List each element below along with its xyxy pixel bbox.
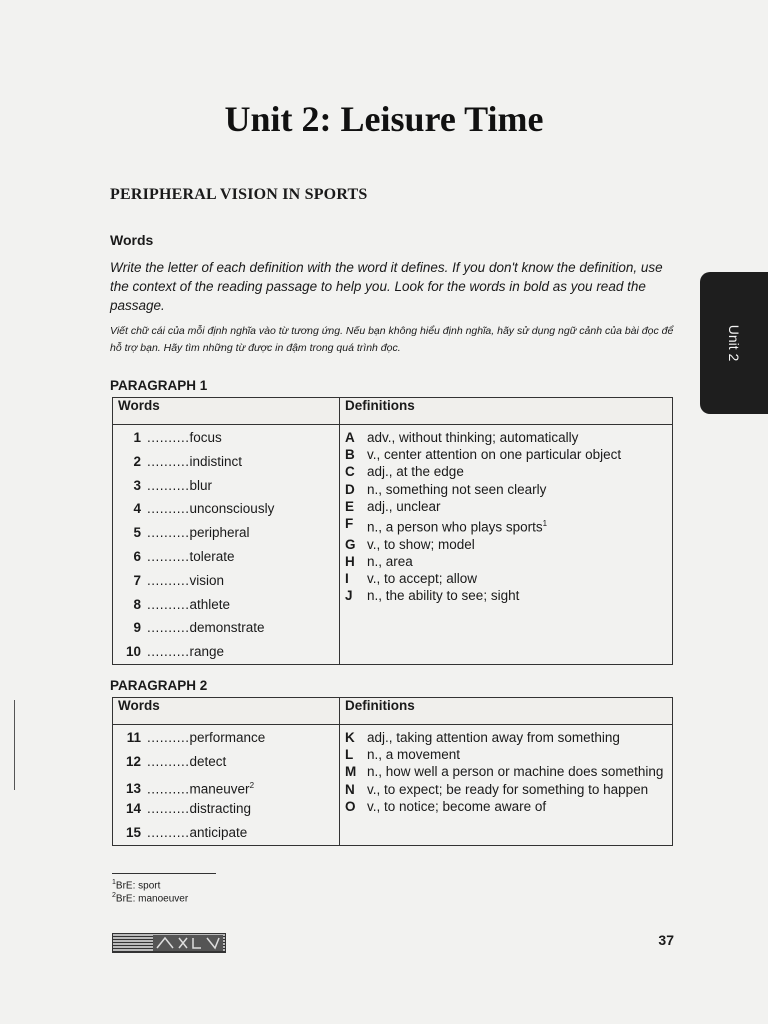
word-number: 4 [133, 501, 141, 517]
footnote-2 [112, 892, 188, 904]
footnote-marker: 1 [542, 519, 548, 529]
word-row [113, 426, 339, 450]
page-edge-line [14, 700, 15, 790]
definition-text: n., something not seen clearly [367, 481, 547, 497]
word-number: 15 [125, 825, 141, 841]
answer-blank: .......... [147, 501, 190, 517]
vocab-word: tolerate [189, 548, 235, 564]
vocab-word: blur [189, 477, 213, 493]
definition-letter: F [345, 516, 354, 532]
word-number: 8 [133, 596, 141, 612]
definition-letter: N [345, 781, 355, 797]
paragraph1-vocab-table [112, 397, 673, 665]
definitions-column-header: Definitions [340, 698, 673, 725]
footnote-text: BrE: sport [115, 880, 161, 892]
definition-text-wrap [367, 781, 672, 798]
word-row [113, 569, 339, 593]
definition-text-wrap [367, 481, 672, 498]
word-number: 13 [125, 781, 141, 797]
definition-text: v., to show; model [367, 536, 475, 552]
definition-text-wrap [367, 587, 672, 604]
answer-blank: .......... [147, 753, 190, 769]
definition-row [340, 515, 672, 536]
instructions-english: Write the letter of each definition with the word it defines. If you don't know the definition, use the context of the reading passage to help you. Look for the words in bold as you read the passage. [110, 260, 663, 313]
definition-text-wrap [367, 536, 672, 553]
vocab-word: athlete [189, 596, 231, 612]
publisher-logo-mark-icon [153, 935, 223, 951]
definitions-cell [340, 725, 673, 846]
definition-text-wrap [367, 763, 672, 780]
words-cell [113, 425, 340, 665]
word-number: 11 [126, 730, 141, 745]
definition-row [340, 746, 672, 763]
definition-row [340, 763, 672, 780]
word-number: 6 [133, 548, 141, 564]
word-row [113, 726, 339, 750]
answer-blank: .......... [147, 525, 190, 541]
word-row [113, 616, 339, 640]
definition-text: n., a person who plays sports [367, 519, 543, 535]
definition-text: adj., taking attention away from something [367, 730, 620, 745]
answer-blank: .......... [147, 644, 190, 660]
definition-text-wrap [367, 429, 672, 446]
definition-text: v., to notice; become aware of [367, 798, 547, 814]
definition-text: n., the ability to see; sight [367, 588, 520, 604]
answer-blank: .......... [147, 430, 190, 445]
answer-blank: .......... [147, 477, 190, 493]
definition-row [340, 446, 672, 463]
definition-row [340, 781, 672, 798]
footnote-marker: 1 [112, 879, 116, 886]
definition-letter: A [345, 430, 355, 445]
definition-row [340, 481, 672, 498]
footnote-1 [112, 879, 160, 891]
word-row [113, 821, 339, 845]
word-row [113, 774, 339, 798]
definition-letter: D [345, 481, 355, 497]
definition-row [340, 498, 672, 515]
definition-letter: C [345, 464, 355, 480]
definition-letter: E [345, 498, 355, 514]
vocab-word: demonstrate [189, 620, 265, 636]
definitions-column-header: Definitions [340, 398, 673, 425]
footnote-marker: 2 [249, 780, 255, 790]
definition-text: adv., without thinking; automatically [367, 430, 579, 445]
definition-text-wrap [367, 798, 672, 815]
footnote-marker: 2 [112, 892, 116, 899]
publisher-logo [112, 933, 226, 953]
vocab-word: maneuver [189, 781, 250, 797]
answer-blank: .......... [147, 620, 190, 636]
section-heading: PERIPHERAL VISION IN SPORTS [110, 186, 368, 203]
word-number: 14 [125, 801, 141, 817]
vocab-word: detect [189, 753, 227, 769]
word-row [113, 450, 339, 474]
word-row [113, 593, 339, 617]
instructions-vietnamese: Viết chữ cái của mỗi định nghĩa vào từ tương ứng. Nếu bạn không hiểu định nghĩa, hãy sử dụng ngữ cảnh của bài đọc để hỗ trợ bạn. Hãy tìm những từ được in đậm trong quá trình đọc. [110, 325, 674, 354]
word-number: 5 [133, 525, 141, 541]
definition-text-wrap [367, 570, 672, 587]
definition-letter: G [345, 536, 356, 552]
definition-letter: O [345, 798, 356, 814]
definition-row [340, 553, 672, 570]
word-number: 9 [133, 620, 141, 636]
definition-letter: K [345, 730, 355, 745]
definition-text: n., a movement [367, 747, 461, 763]
definition-text-wrap [367, 446, 672, 463]
page-number: 37 [658, 932, 674, 948]
definition-text-wrap [367, 463, 672, 480]
paragraph1-heading: PARAGRAPH 1 [110, 378, 208, 393]
definition-text: v., to accept; allow [367, 571, 478, 587]
word-number: 1 [133, 430, 141, 445]
definition-letter: J [345, 588, 353, 604]
definition-row [340, 729, 672, 746]
definition-letter: H [345, 553, 355, 569]
vocab-word: range [189, 644, 225, 660]
words-cell [113, 725, 340, 846]
definition-text-wrap [367, 498, 672, 515]
word-row [113, 640, 339, 664]
definition-letter: M [345, 764, 357, 780]
definition-letter: I [345, 571, 349, 587]
answer-blank: .......... [147, 781, 190, 797]
word-row [113, 797, 339, 821]
unit-side-tab [700, 272, 768, 414]
definition-text-wrap [367, 746, 672, 763]
paragraph2-heading: PARAGRAPH 2 [110, 678, 208, 693]
definition-letter: L [345, 747, 354, 763]
words-heading: Words [110, 232, 154, 248]
answer-blank: .......... [147, 825, 190, 841]
definition-row [340, 429, 672, 446]
word-number: 12 [125, 753, 141, 769]
words-column-header: Words [113, 698, 340, 725]
vocab-word: unconsciously [189, 501, 275, 517]
definition-text: n., how well a person or machine does something [367, 764, 664, 780]
definition-row [340, 570, 672, 587]
vocab-word: indistinct [189, 453, 243, 469]
definition-text: adj., unclear [367, 498, 441, 514]
definition-text-wrap [367, 553, 672, 570]
word-row [113, 521, 339, 545]
definition-row [340, 798, 672, 815]
definition-row [340, 536, 672, 553]
definition-row [340, 463, 672, 480]
answer-blank: .......... [147, 572, 190, 588]
footnote-text: BrE: manoeuver [115, 893, 189, 905]
definition-text: n., area [367, 553, 413, 569]
vocab-word: distracting [189, 801, 252, 817]
definition-text-wrap [367, 515, 672, 536]
answer-blank: .......... [147, 453, 190, 469]
word-number: 10 [125, 644, 141, 660]
definition-letter: B [345, 447, 355, 463]
word-number: 7 [133, 572, 141, 588]
definition-text-wrap [367, 729, 672, 746]
answer-blank: .......... [147, 548, 190, 564]
page-title: Unit 2: Leisure Time [224, 99, 544, 139]
word-row [113, 497, 339, 521]
answer-blank: .......... [147, 730, 190, 745]
definition-text: adj., at the edge [367, 464, 464, 480]
answer-blank: .......... [147, 596, 190, 612]
word-number: 2 [133, 453, 141, 469]
words-column-header: Words [113, 398, 340, 425]
definition-text: v., center attention on one particular object [367, 447, 622, 463]
word-number: 3 [133, 477, 141, 493]
word-row [113, 750, 339, 774]
answer-blank: .......... [147, 801, 190, 817]
vocab-word: vision [189, 572, 225, 588]
footnote-rule [112, 873, 216, 874]
vocab-word: anticipate [189, 825, 248, 841]
word-row [113, 545, 339, 569]
vocab-word: performance [189, 730, 266, 745]
word-row [113, 474, 339, 498]
unit-side-tab-label: Unit 2 [726, 324, 742, 362]
definition-text: v., to expect; be ready for something to happen [367, 781, 649, 797]
definition-row [340, 587, 672, 604]
definitions-cell [340, 425, 673, 665]
paragraph2-vocab-table [112, 697, 673, 846]
vocab-word: focus [189, 430, 222, 445]
vocab-word: peripheral [189, 525, 250, 541]
